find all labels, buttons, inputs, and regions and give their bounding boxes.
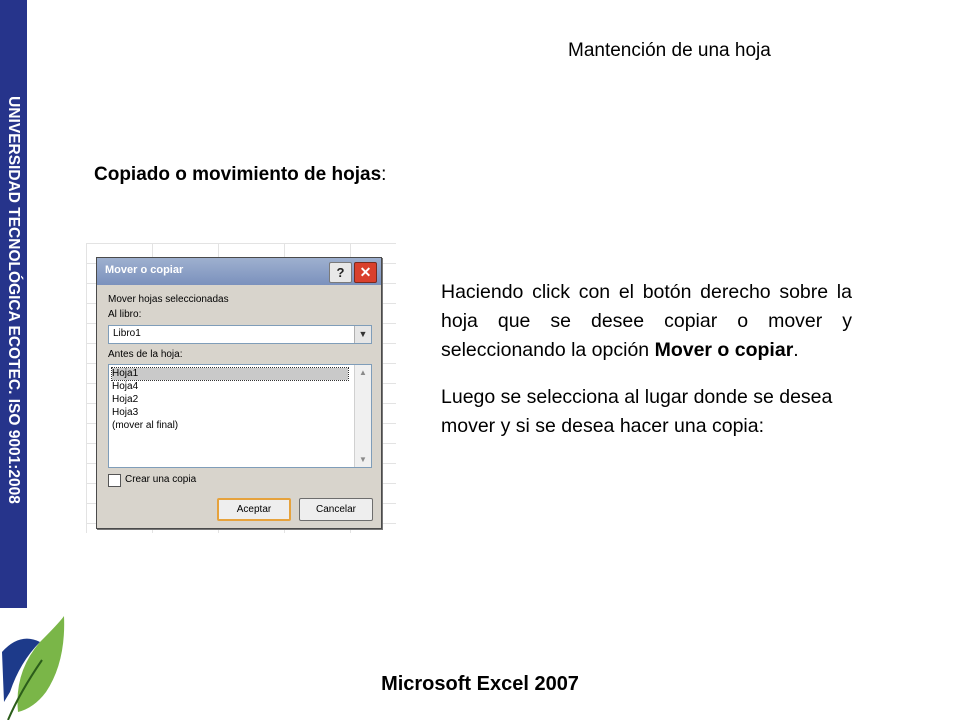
- paragraph-2: Luego se selecciona al lugar donde se desea mover y si se desea hacer una copia:: [441, 386, 833, 437]
- body-text: [441, 278, 852, 441]
- list-item[interactable]: (mover al final): [112, 420, 179, 431]
- side-band-text: UNIVERSIDAD TECNOLÓGICA ECOTEC. ISO 9001:2008: [5, 96, 22, 504]
- dialog-titlebar: [97, 258, 381, 285]
- paragraph-1-text: Haciendo click con el botón derecho sobre la hoja que se desee copiar o mover y seleccionando la opción: [441, 281, 852, 361]
- list-item[interactable]: Hoja2: [112, 394, 139, 405]
- book-label: Al libro:: [108, 309, 142, 320]
- sheet-list[interactable]: [108, 364, 372, 468]
- close-icon[interactable]: ✕: [354, 262, 377, 283]
- cancel-button[interactable]: Cancelar: [299, 498, 373, 521]
- slide-title: Mantención de una hoja: [568, 40, 771, 61]
- paragraph-1-end: .: [793, 339, 799, 361]
- book-select[interactable]: [108, 325, 372, 344]
- dialog-title: Mover o copiar: [105, 264, 184, 276]
- list-item[interactable]: Hoja4: [112, 381, 139, 392]
- scroll-down-icon[interactable]: ▼: [359, 455, 367, 464]
- footer: Microsoft Excel 2007: [381, 673, 579, 695]
- create-copy-checkbox[interactable]: [108, 474, 121, 487]
- section-heading-suffix: :: [381, 164, 387, 185]
- book-select-value: Libro1: [113, 328, 141, 339]
- side-band: [0, 0, 27, 608]
- help-icon[interactable]: ?: [329, 262, 352, 283]
- scroll-up-icon[interactable]: ▲: [359, 368, 367, 377]
- accept-button[interactable]: Aceptar: [217, 498, 291, 521]
- list-item[interactable]: Hoja1: [112, 368, 348, 380]
- paragraph-1-bold: Mover o copiar: [654, 339, 794, 361]
- create-copy-label: Crear una copia: [125, 474, 197, 485]
- paragraph-1: [441, 278, 852, 365]
- list-scrollbar[interactable]: [354, 365, 371, 467]
- before-sheet-label: Antes de la hoja:: [108, 349, 183, 360]
- section-heading-bold: Copiado o movimiento de hojas: [94, 164, 382, 185]
- move-sheets-label: Mover hojas seleccionadas: [108, 294, 229, 305]
- university-logo: [0, 612, 70, 720]
- chevron-down-icon[interactable]: ▼: [354, 326, 371, 343]
- section-heading: [94, 164, 386, 186]
- move-copy-dialog: [96, 257, 382, 529]
- list-item[interactable]: Hoja3: [112, 407, 139, 418]
